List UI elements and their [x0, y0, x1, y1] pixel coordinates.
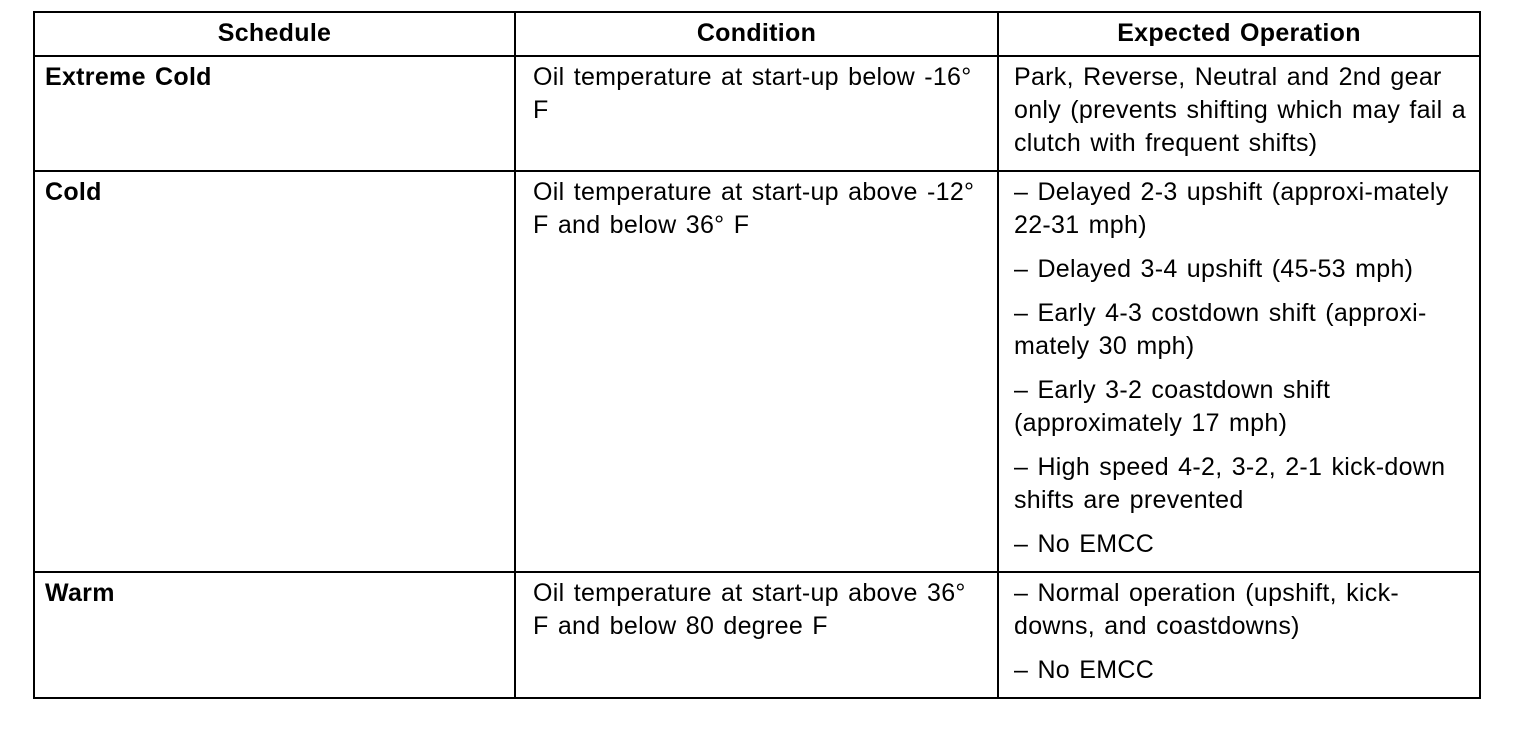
schedule-table	[33, 11, 1481, 699]
table-row	[34, 171, 1480, 572]
operation-item: – Delayed 2-3 upshift (approxi-mately 22-31 mph)	[1014, 178, 1449, 239]
table-row	[34, 56, 1480, 171]
operation-item: – No EMCC	[1014, 530, 1155, 558]
schedule-cell: Cold	[34, 171, 515, 572]
condition-cell: Oil temperature at start-up above 36° F and below 80 degree F	[515, 572, 998, 698]
expected-operation-cell	[998, 56, 1480, 171]
operation-item: – Delayed 3-4 upshift (45-53 mph)	[1014, 255, 1414, 283]
header-condition: Condition	[515, 12, 998, 56]
header-expected-operation: Expected Operation	[998, 12, 1480, 56]
schedule-cell: Warm	[34, 572, 515, 698]
operation-item: – No EMCC	[1014, 656, 1155, 684]
header-schedule: Schedule	[34, 12, 515, 56]
table-row	[34, 572, 1480, 698]
operation-item: – Normal operation (upshift, kick-downs, and coastdowns)	[1014, 579, 1400, 640]
header-row	[34, 12, 1480, 56]
operation-item: – Early 3-2 coastdown shift (approximately 17 mph)	[1014, 376, 1331, 437]
expected-operation-cell	[998, 572, 1480, 698]
operation-item: Park, Reverse, Neutral and 2nd gear only (prevents shifting which may fail a clutch with frequent shifts)	[1014, 63, 1466, 157]
expected-operation-cell	[998, 171, 1480, 572]
operation-item: – High speed 4-2, 3-2, 2-1 kick-down shifts are prevented	[1014, 453, 1446, 514]
operation-item: – Early 4-3 costdown shift (approxi-mately 30 mph)	[1014, 299, 1427, 360]
condition-cell: Oil temperature at start-up above -12° F and below 36° F	[515, 171, 998, 572]
schedule-cell: Extreme Cold	[34, 56, 515, 171]
condition-cell: Oil temperature at start-up below -16° F	[515, 56, 998, 171]
